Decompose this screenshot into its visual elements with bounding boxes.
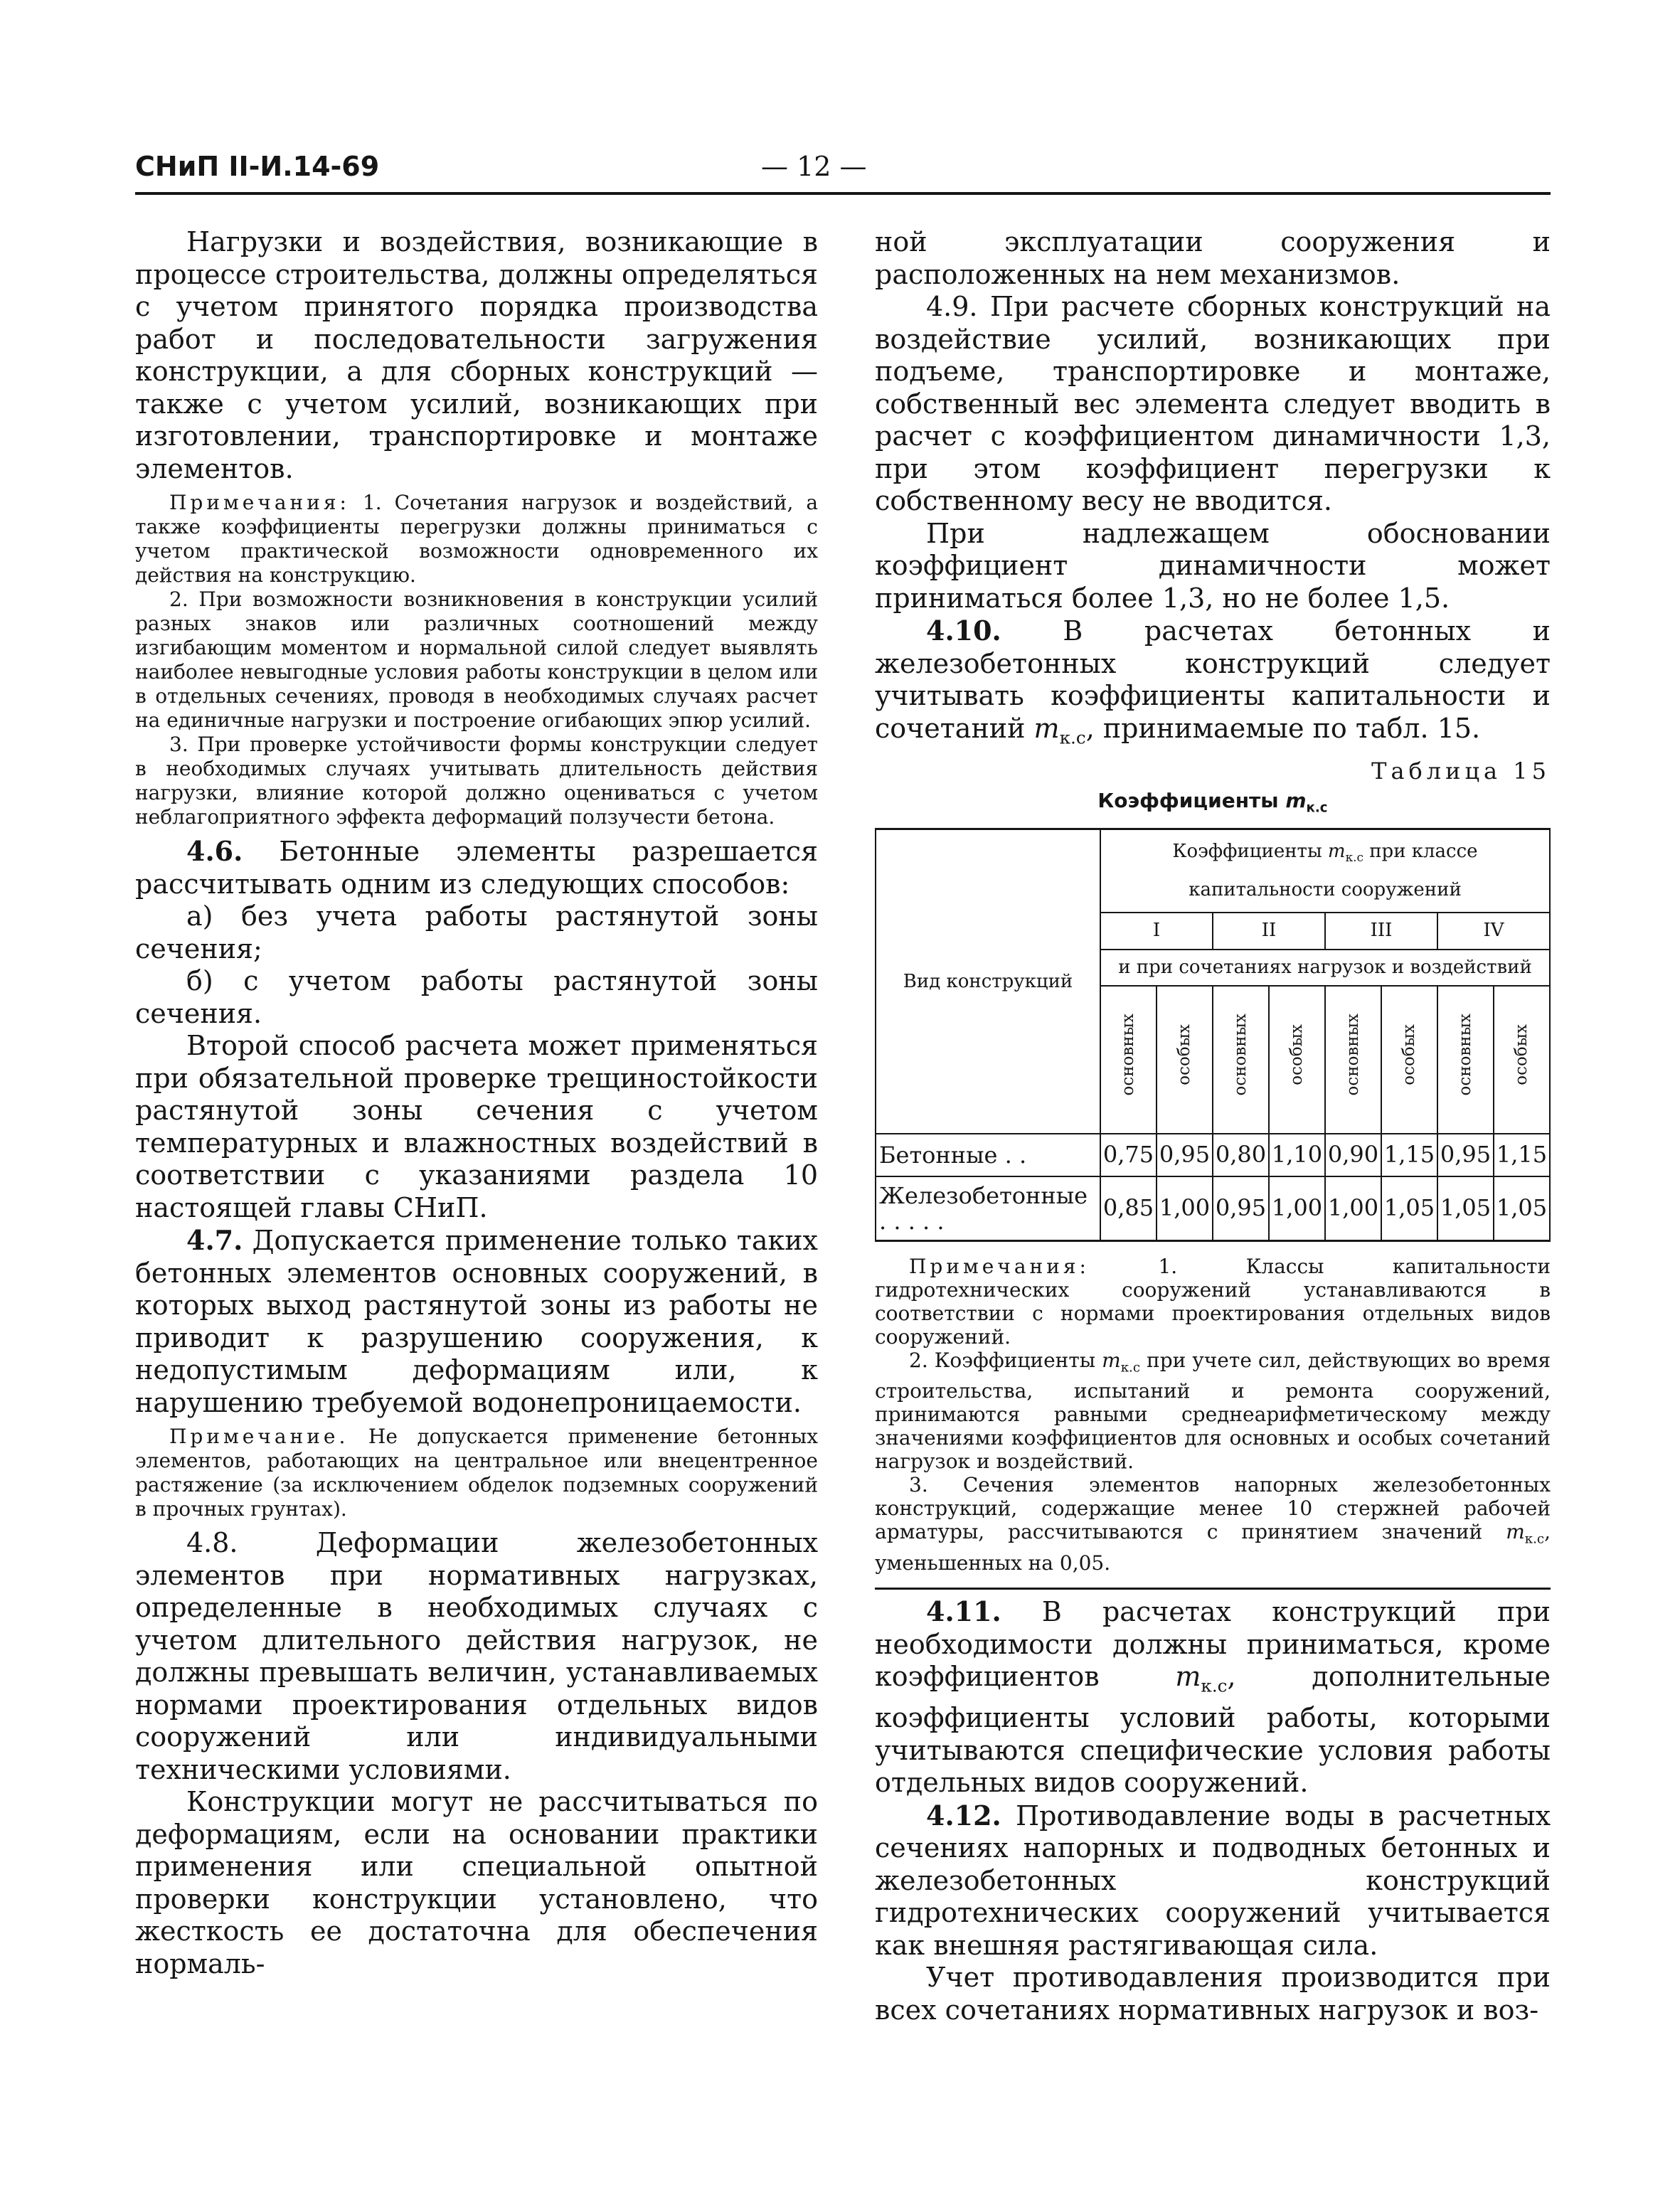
notes-block <box>135 491 818 829</box>
table-cell: 0,95 <box>1437 1134 1494 1176</box>
section-4-12-paragraph-2: Учет противодавления производится при всех сочетаниях нормативных нагрузок и воз- <box>875 1962 1551 2026</box>
section-4-9-number: 4.9. <box>926 291 978 322</box>
group-header-b: при классе капитальности сооружений <box>1189 841 1478 900</box>
table-cell: 0,95 <box>1157 1134 1213 1176</box>
subcol-header: основных <box>1437 986 1494 1134</box>
class-header: III <box>1325 913 1437 950</box>
section-4-6-paragraph-2: Второй способ расчета может применяться при обязательной проверке трещиностойкости растянутой зоны сечения с учетом температурных и влажностных воздействий в соответствии с указаниями раздела 10 настоящей главы СНиП. <box>135 1030 818 1223</box>
subcol-header: основных <box>1100 986 1157 1134</box>
section-4-7-note-label: Примечание. <box>169 1425 349 1448</box>
table-cell: 0,85 <box>1100 1176 1157 1241</box>
table-note-1: 1. Классы капитальности гидротехнических сооружений устанавливаются в соответствии с нормами проектирования отдельных видов сооружений. <box>875 1254 1551 1349</box>
subcol-header: основных <box>1325 986 1381 1134</box>
section-4-9 <box>875 291 1551 518</box>
table-row <box>876 1176 1550 1241</box>
section-4-12 <box>875 1799 1551 1962</box>
continuation-text: ной эксплуатации сооружения и расположенных на нем механизмов. <box>875 226 1551 290</box>
class-header: I <box>1100 913 1213 950</box>
section-4-6-item-b: б) с учетом работы растянутой зоны сечения. <box>135 965 818 1029</box>
page-header <box>135 151 1551 195</box>
section-4-7 <box>135 1224 818 1419</box>
note-2: 2. При возможности возникновения в конструкции усилий разных знаков или различных соотношений между изгибающим моментом и нормальной силой следует выявлять наиболее невыгодные условия работы конструкции в целом или в отдельных сечениях, проводя в необходимых случаях расчет на единичные нагрузки и построение огибающих эпюр усилий. <box>135 588 818 732</box>
subcol-header: особых <box>1157 986 1213 1134</box>
section-4-12-text: Противодавление воды в расчетных сечениях напорных и подводных бетонных и железобетонных конструкций гидротехнических сооружений учитывается как внешняя растягивающая сила. <box>875 1799 1551 1961</box>
section-4-9-paragraph-2: При надлежащем обосновании коэффициент динамичности может приниматься более 1,3, но не более 1,5. <box>875 517 1551 614</box>
class-header: II <box>1213 913 1325 950</box>
table-cell: 1,00 <box>1325 1176 1381 1241</box>
document-code: СНиП II-И.14-69 <box>135 151 380 182</box>
section-4-11-number: 4.11. <box>926 1595 1001 1628</box>
subcol-header: особых <box>1494 986 1550 1134</box>
table-row <box>876 1134 1550 1176</box>
coefficients-table <box>875 828 1551 1242</box>
combo-header-cell: и при сочетаниях нагрузок и воздействий <box>1100 950 1550 987</box>
left-column <box>135 226 818 1980</box>
page-number: — 12 — <box>761 151 867 182</box>
table-cell: 0,95 <box>1213 1176 1269 1241</box>
section-4-7-note-text: Не допускается применение бетонных элементов, работающих на центральное или внецентренное растяжение (за исключением обделок подземных сооружений в прочных грунтах). <box>135 1425 818 1521</box>
section-4-11-subscript: к.с <box>1201 1675 1228 1696</box>
note-3: 3. При проверке устойчивости формы конструкции следует в необходимых случаях учитывать длительность действия нагрузки, влияние которой должно оцениваться с учетом неблагоприятного эффекта деформаций ползучести бетона. <box>135 733 818 829</box>
section-4-11-text-b: , дополнительные коэффициенты условий работы, которыми учитываются специфические условия работы отдельных видов сооружений. <box>875 1661 1551 1799</box>
section-4-8-paragraph-2: Конструкции могут не рассчитываться по деформациям, если на основании практики применения или специальной опытной проверки конструкции установлено, что жесткость ее достаточна для обеспечения нормаль- <box>135 1786 818 1979</box>
m-subscript: к.с <box>1059 727 1086 748</box>
section-4-6 <box>135 835 818 900</box>
table-cell: 1,15 <box>1494 1134 1550 1176</box>
section-4-10-number: 4.10. <box>926 615 1001 647</box>
table-cell: 0,80 <box>1213 1134 1269 1176</box>
table-cell: 1,15 <box>1381 1134 1437 1176</box>
section-4-9-text: При расчете сборных конструкций на воздействие усилий, возникающих при подъеме, транспортировке и монтаже, собственный вес элемента следует вводить в расчет с коэффициентом динамичности 1,3, при этом коэффициент перегрузки к собственному весу не вводится. <box>875 291 1551 516</box>
right-column <box>875 226 1551 2026</box>
note-1: 1. Сочетания нагрузок и воздействий, а также коэффициенты перегрузки должны приниматься с учетом практической возможности одновременного их действия на конструкцию. <box>135 491 819 587</box>
section-4-11-symbol: m <box>1175 1661 1201 1693</box>
row-name: Бетонные . . <box>876 1134 1100 1176</box>
section-4-6-number: 4.6. <box>186 835 243 867</box>
table-note-3: 3. Сечения элементов напорных железобетонных конструкций, содержащие менее 10 стержней рабочей арматуры, рассчитываются с принятием значений $m_{к.с}$, уменьшенных на 0,05. <box>875 1473 1551 1575</box>
section-4-6-text: Бетонные элементы разрешается рассчитывать одним из следующих способов: <box>135 836 818 900</box>
section-4-8 <box>135 1527 818 1786</box>
table-notes <box>875 1255 1551 1590</box>
subcol-header: особых <box>1381 986 1437 1134</box>
group-header-symbol: m <box>1327 841 1346 863</box>
section-4-7-number: 4.7. <box>186 1224 243 1256</box>
section-4-7-note <box>135 1425 818 1521</box>
table-notes-label: Примечания: <box>909 1254 1090 1278</box>
table-note-2: 2. Коэффициенты $m_{к.с}$ при учете сил, действующих во время строительства, испытаний и ремонта сооружений, принимаются равными среднеарифметическому между значениями коэффициентов для основных и особых сочетаний нагрузок и воздействий. <box>875 1348 1551 1474</box>
subcol-header: основных <box>1213 986 1269 1134</box>
table-title <box>875 785 1551 824</box>
row-name: Железобетонные . . . . . <box>876 1176 1100 1241</box>
section-4-12-number: 4.12. <box>926 1799 1001 1832</box>
section-4-11-text-a: В расчетах конструкций при необходимости должны приниматься, кроме коэффициентов <box>875 1596 1551 1693</box>
section-4-10-text-b: , принимаемые по табл. 15. <box>1085 712 1481 744</box>
section-4-6-item-a: а) без учета работы растянутой зоны сечения; <box>135 900 818 964</box>
table-title-symbol: m <box>1285 788 1307 812</box>
m-symbol: m <box>1033 712 1060 744</box>
table-title-subscript: к.с <box>1306 800 1328 816</box>
class-header: IV <box>1437 913 1550 950</box>
row-header-cell: Вид конструкций <box>876 829 1100 1134</box>
section-4-7-text: Допускается применение только таких бетонных элементов основных сооружений, в которых выход растянутой зоны из работы не приводит к разрушению сооружения, к недопустимым деформациям или, к нарушению требуемой водонепроницаемости. <box>135 1225 818 1418</box>
section-4-10 <box>875 615 1551 754</box>
table-title-text: Коэффициенты <box>1097 788 1279 812</box>
table-caption: Таблица 15 <box>1371 757 1551 785</box>
table-cell: 0,75 <box>1100 1134 1157 1176</box>
table-cell: 1,05 <box>1437 1176 1494 1241</box>
table-cell: 1,10 <box>1269 1134 1325 1176</box>
group-header-subscript: к.с <box>1345 850 1363 865</box>
table-cell: 1,05 <box>1494 1176 1550 1241</box>
subcol-header: особых <box>1269 986 1325 1134</box>
group-header-cell <box>1100 829 1550 913</box>
table-cell: 1,00 <box>1157 1176 1213 1241</box>
section-4-10-text-a: В расчетах бетонных и железобетонных конструкций следует учитывать коэффициенты капитальности и сочетаний <box>875 615 1551 744</box>
section-4-8-number: 4.8. <box>186 1527 238 1558</box>
section-4-11 <box>875 1595 1551 1799</box>
table-cell: 0,90 <box>1325 1134 1381 1176</box>
section-4-8-text: Деформации железобетонных элементов при нормативных нагрузках, определенные в необходимых случаях с учетом длительного действия нагрузок, не должны превышать величин, устанавливаемых нормами проектирования отдельных видов сооружений или индивидуальными техническими условиями. <box>135 1527 818 1785</box>
notes-label: Примечания: <box>169 491 350 514</box>
table-cell: 1,05 <box>1381 1176 1437 1241</box>
table-cell: 1,00 <box>1269 1176 1325 1241</box>
group-header-a: Коэффициенты <box>1172 841 1322 863</box>
paragraph-construction-loads: Нагрузки и воздействия, возникающие в процессе строительства, должны определяться с учетом принятого порядка производства работ и последовательности загружения конструкции, а для сборных конструкций — также с учетом усилий, возникающих при изготовлении, транспортировке и монтаже элементов. <box>135 226 818 484</box>
